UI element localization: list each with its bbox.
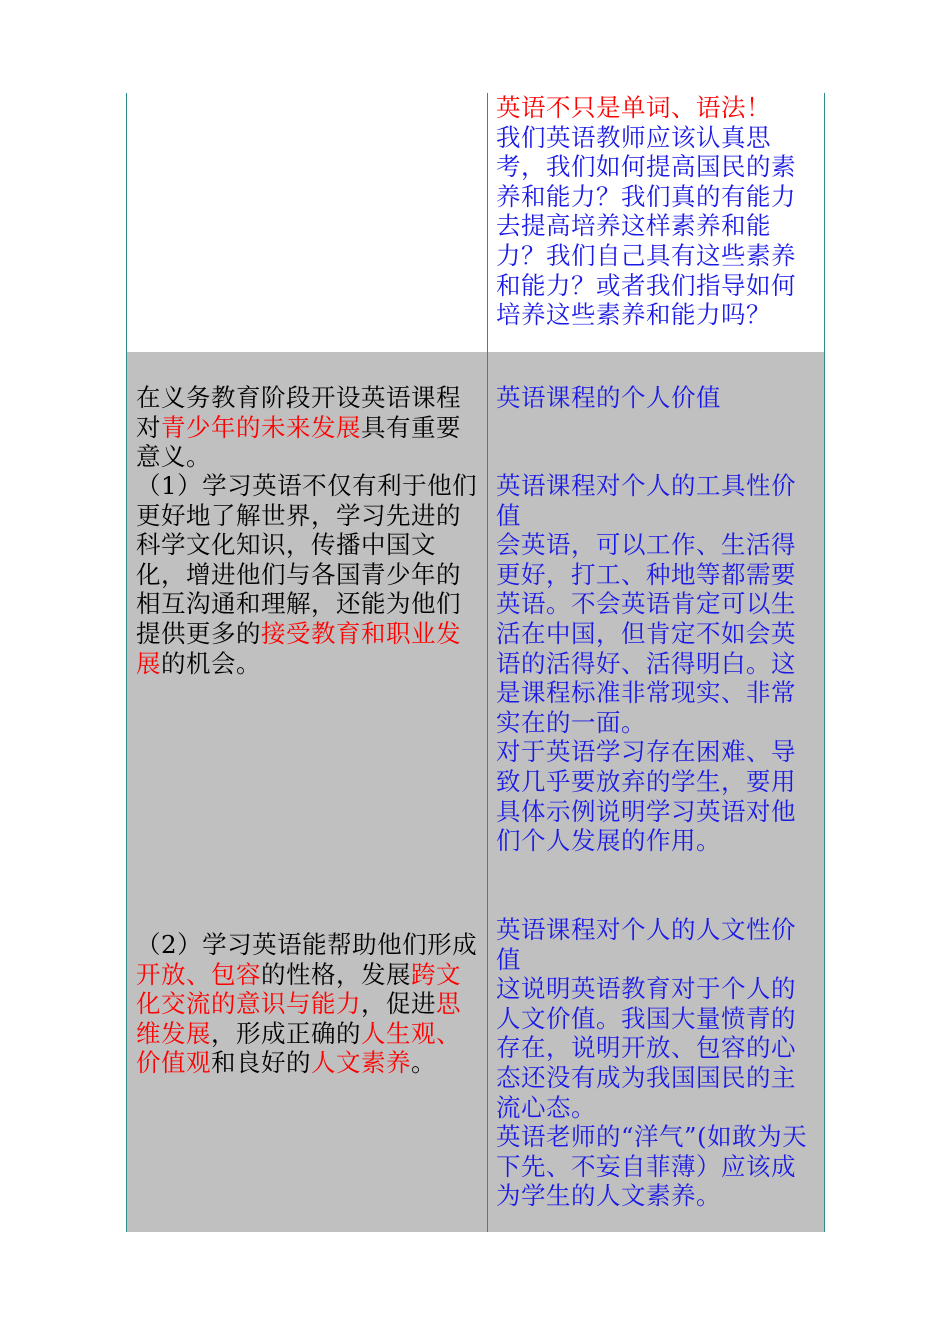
left-border <box>126 93 127 1232</box>
section1-text-2: 青少年的未来发展 <box>161 412 361 442</box>
section3-text-3: 的性格，发展 <box>261 959 411 989</box>
section2-right-p1: 会英语，可以工作、生活得更好，打工、种地等都需要英语。不会英语肯定可以生活在中国，但肯定不如会英语的活得好、活得明白。这是课程标准非常现实、非常实在的一面。 <box>496 530 796 737</box>
section3-text-10: 人文素养 <box>311 1048 411 1078</box>
top-heading: 英语不只是单词、语法！ <box>496 93 771 122</box>
middle-border <box>487 93 488 1232</box>
section1-right-title: 英语课程的个人价值 <box>496 383 721 412</box>
section3-left-cell <box>136 930 478 1078</box>
top-right-cell <box>496 93 816 330</box>
section1-right-cell <box>496 383 816 413</box>
section3-right-title: 英语课程对个人的人文性价值 <box>496 915 796 974</box>
section1-text-1: 在义务教育阶段开设英语课程对 <box>136 383 461 442</box>
section3-text-11: 。 <box>411 1048 436 1078</box>
right-border <box>824 93 825 1232</box>
section1-left-text <box>136 383 478 472</box>
section3-text-7: ，形成正确的 <box>211 1018 361 1048</box>
comparison-table <box>126 93 825 1232</box>
section2-right-cell <box>496 471 816 856</box>
section1-left-cell <box>136 383 478 472</box>
section3-text-6: 思维发展 <box>136 989 461 1048</box>
section3-text-8: 人生观、价值观 <box>136 1018 461 1078</box>
section3-right-p1: 这说明英语教育对于个人的人文价值。我国大量愤青的存在，说明开放、包容的心态还没有成为我国国民的主流心态。 <box>496 974 796 1122</box>
section3-right-p2: 英语老师的“洋气”(如敢为天下先、不妄自菲薄）应该成为学生的人文素养。 <box>496 1122 808 1211</box>
section3-left-text <box>136 930 478 1078</box>
top-body: 我们英语教师应该认真思考，我们如何提高国民的素养和能力？我们真的有能力去提高培养这样素养和能力？我们自己具有这些素养和能力？或者我们指导如何培养这些素养和能力吗？ <box>496 122 796 330</box>
section2-text-3: 的机会。 <box>161 648 261 678</box>
section2-left-cell <box>136 471 478 678</box>
section2-left-text <box>136 471 478 678</box>
section3-text-5: ，促进 <box>361 989 436 1019</box>
section2-right-title: 英语课程对个人的工具性价值 <box>496 471 796 530</box>
section1-text-3: 具有重要意义。 <box>136 412 461 472</box>
section2-text-2: 接受教育和职业发展 <box>136 618 461 678</box>
section3-text-9: 和良好的 <box>211 1048 311 1078</box>
section2-right-p2: 对于英语学习存在困难、导致几乎要放弃的学生，要用具体示例说明学习英语对他们个人发展的作用。 <box>496 737 796 856</box>
section3-text-2: 开放、包容 <box>136 959 261 989</box>
section3-text-1: （2）学习英语能帮助他们形成 <box>136 930 478 959</box>
section2-text-1: （1）学习英语不仅有利于他们更好地了解世界，学习先进的科学文化知识，传播中国文化，增进他们与各国青少年的相互沟通和理解，还能为他们提供更多的 <box>136 471 478 648</box>
section3-right-cell <box>496 915 816 1211</box>
section3-text-4: 跨文化交流的意识与能力 <box>136 959 461 1019</box>
